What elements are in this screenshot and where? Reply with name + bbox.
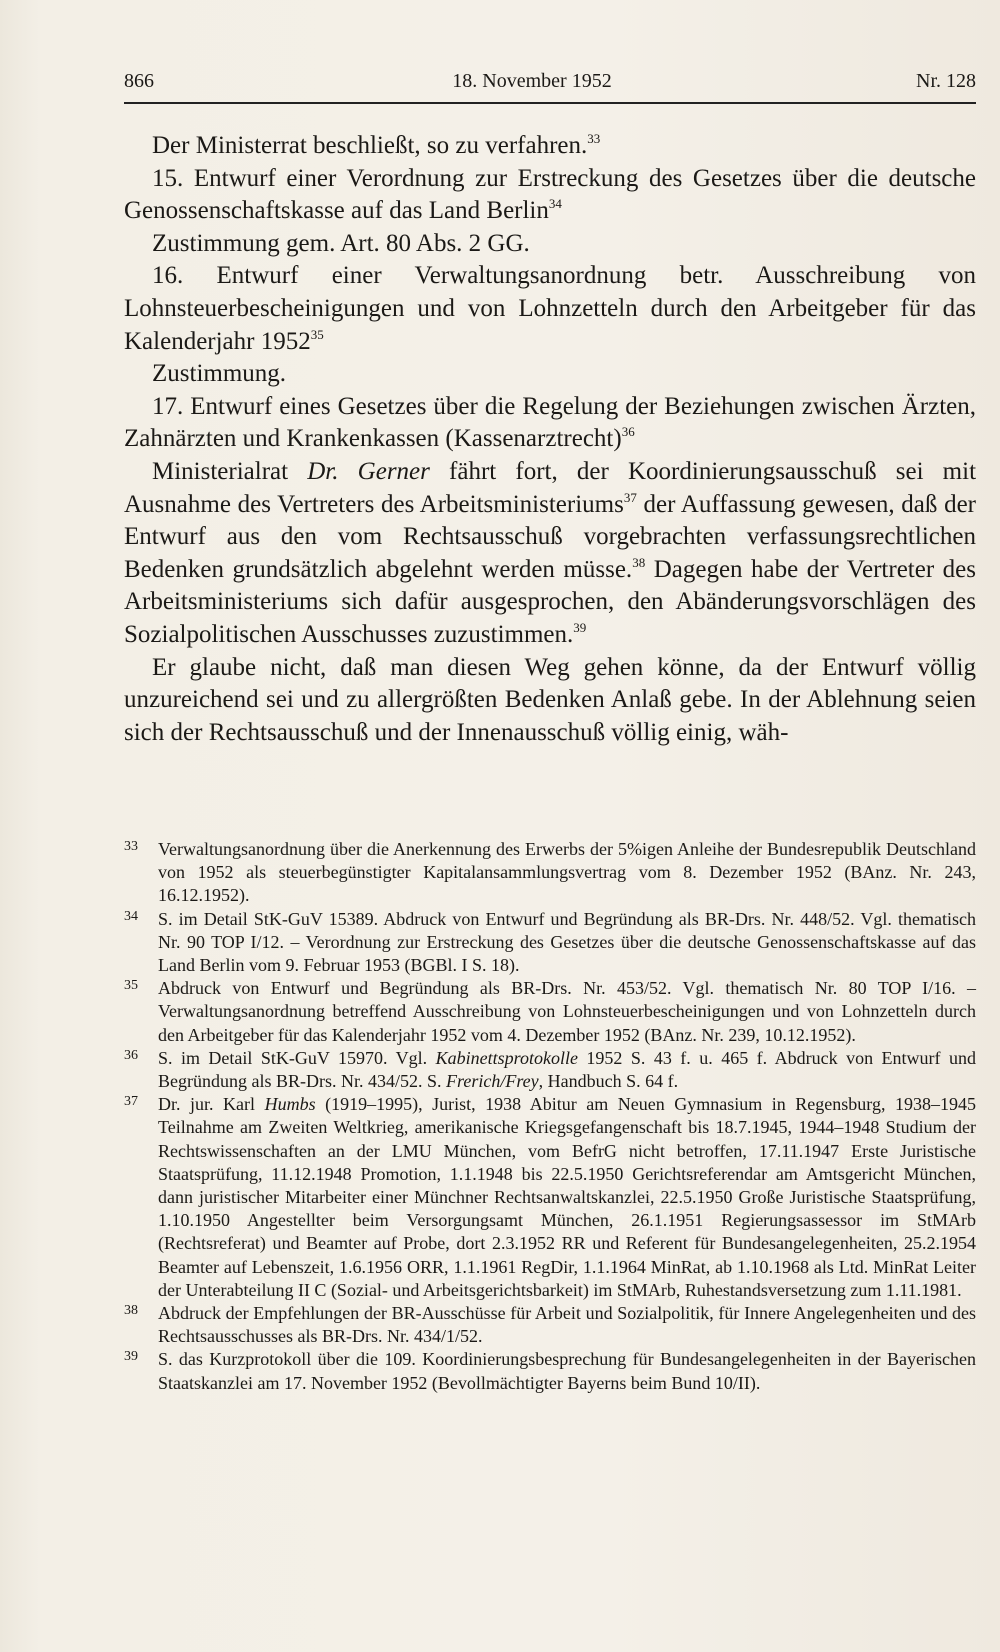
footnote-italic-title: Kabinettsprotokolle xyxy=(435,1047,578,1068)
footnote-ref-36: 36 xyxy=(621,424,635,440)
header-date: 18. November 1952 xyxy=(452,70,612,92)
para-part-c: der Auffassung gewesen, daß der Entwurf aus den vom Rechtsausschuß vorgebrachten verfassungsrechtlichen Bedenken grundsätzlich abgelehnt werden müsse. xyxy=(124,490,976,583)
footnote-number: 34 xyxy=(124,908,138,924)
footnote-text-part: 1952 S. 43 f. u. 465 f. Abdruck von Entwurf und Begründung als BR-Drs. Nr. 434/52. S. xyxy=(158,1047,976,1092)
agenda-item-15 xyxy=(124,163,976,228)
footnote-number: 35 xyxy=(124,978,138,994)
decision-text: Der Ministerrat beschließt, so zu verfahren. xyxy=(152,132,588,159)
agenda-item-16-title: 16. Entwurf einer Verwaltungsanordnung betr. Ausschreibung von Lohnsteuerbescheinigungen und von Lohnzetteln durch den Arbeitgeber für das Kalenderjahr 1952 xyxy=(124,262,976,355)
footnotes xyxy=(124,838,976,1395)
speaker-name: Dr. Gerner xyxy=(307,457,430,485)
footnote-italic-name: Humbs xyxy=(264,1094,316,1115)
agenda-item-15-result: Zustimmung gem. Art. 80 Abs. 2 GG. xyxy=(152,229,530,257)
footnote-text xyxy=(158,1093,976,1302)
footnote-number: 37 xyxy=(124,1094,138,1110)
running-header xyxy=(124,64,976,94)
footnote-text: S. das Kurzprotokoll über die 109. Koordinierungsbesprechung für Bundesangelegenheiten in der Bayerischen Staatskanzlei am 17. November 1952 (Bevollmächtigter Bayerns beim Bund 10/II). xyxy=(158,1349,976,1393)
agenda-item-17 xyxy=(124,391,976,456)
footnote-ref-34: 34 xyxy=(548,196,562,212)
agenda-item-16 xyxy=(124,260,976,358)
discussion-paragraph-2: Er glaube nicht, daß man diesen Weg gehen könne, da der Entwurf völlig unzureichend sei und zu allergrößten Bedenken Anlaß gebe. In der Ablehnung seien sich der Rechtsausschuß und der Innenausschuß völlig einig, wäh- xyxy=(124,653,976,746)
footnote-34 xyxy=(124,908,976,978)
main-text xyxy=(124,130,976,749)
footnote-35 xyxy=(124,977,976,1047)
footnote-ref-39: 39 xyxy=(573,619,587,635)
footnote-number: 38 xyxy=(124,1303,138,1319)
agenda-item-15-title: 15. Entwurf einer Verordnung zur Erstreckung des Gesetzes über die deutsche Genossenschaftskasse auf das Land Berlin xyxy=(124,164,976,225)
footnote-36 xyxy=(124,1047,976,1093)
footnote-text: Abdruck von Entwurf und Begründung als BR-Drs. Nr. 453/52. Vgl. thematisch Nr. 80 TOP I/16. – Verwaltungsanordnung betreffend Ausschreibung von Lohnsteuerbescheinigungen und von Lohnzetteln durch den Arbeitgeber für das Kalenderjahr 1952 vom 4. Dezember 1952 (BAnz. Nr. 239, 10.12.1952). xyxy=(158,978,976,1045)
agenda-item-17-title: 17. Entwurf eines Gesetzes über die Regelung der Beziehungen zwischen Ärzten, Zahnärzten und Krankenkassen (Kassenarztrecht) xyxy=(124,392,976,453)
agenda-item-16-result: Zustimmung. xyxy=(152,360,287,388)
footnote-ref-33: 33 xyxy=(587,131,601,146)
footnote-ref-37: 37 xyxy=(623,489,637,505)
footnote-text-part: S. im Detail StK-GuV 15970. Vgl. xyxy=(158,1047,436,1068)
page-number: 866 xyxy=(124,70,154,92)
footnote-ref-35: 35 xyxy=(310,326,324,342)
footnote-number: 36 xyxy=(124,1047,138,1063)
footnote-38 xyxy=(124,1302,976,1348)
para-part-a: Ministerialrat xyxy=(152,457,308,485)
footnote-text: S. im Detail StK-GuV 15389. Abdruck von Entwurf und Begründung als BR-Drs. Nr. 448/52. Vgl. thematisch Nr. 90 TOP I/12. – Verordnung zur Erstreckung des Gesetzes über die deutsche Genossenschaftskasse auf das Land Berlin vom 9. Februar 1953 (BGBl. I S. 18). xyxy=(158,908,976,976)
footnote-37 xyxy=(124,1093,976,1302)
footnote-text-part: (1919–1995), Jurist, 1938 Abitur am Neuen Gymnasium in Regensburg, 1938–1945 Teilnahme am Zweiten Weltkrieg, amerikanische Kriegsgefangenschaft bis 18.7.1945, 1944–1948 Studium der Rechtswissenschaften an der LMU München, vom BefrG nicht betroffen, 17.11.1947 Erste Juristische Staatsprüfung, 11.12.1948 Promotion, 1.1.1948 bis 22.5.1950 Gerichtsreferendar am Amtsgericht München, dann juristischer Mitarbeiter einer Münchner Rechtsanwaltskanzlei, 22.5.1950 Große Juristische Staatsprüfung, 1.10.1950 Angestellter beim Versorgungsamt München, 26.1.1951 Regierungsassessor im StMArb (Rechtsreferat) und Beamter auf Probe, dort 2.3.1952 RR und Referent für Bundesangelegenheiten, 25.2.1954 Beamter auf Lebenszeit, 1.6.1956 ORR, 1.1.1961 RegDir, 1.1.1964 MinRat, ab 1.10.1968 als Ltd. MinRat Leiter der Unterabteilung II C (Sozial- und Arbeitsgerichtsbarkeit) im StMArb, Ruhestandsversetzung zum 1.11.1981. xyxy=(158,1094,976,1300)
para-part-b: fährt fort, der Koordinierungsausschuß sei mit Ausnahme des Vertreters des Arbeitsministeriums xyxy=(124,457,977,518)
footnote-text-part: , Handbuch S. 64 f. xyxy=(538,1071,679,1092)
decision-line xyxy=(124,130,976,163)
header-issue-number: Nr. 128 xyxy=(916,70,976,92)
discussion-paragraph xyxy=(124,456,976,652)
footnote-33 xyxy=(124,838,976,908)
footnote-text-part: Dr. jur. Karl xyxy=(158,1094,265,1115)
footnote-ref-38: 38 xyxy=(632,554,646,570)
footnote-39 xyxy=(124,1348,976,1394)
footnote-text: Verwaltungsanordnung über die Anerkennung des Erwerbs der 5%igen Anleihe der Bundesrepublik Deutschland von 1952 als steuerbegünstigter Kapitalansammlungsvertrag vom 8. Dezember 1952 (BAnz. Nr. 243, 16.12.1952). xyxy=(158,839,976,906)
footnote-text: Abdruck der Empfehlungen der BR-Ausschüsse für Arbeit und Sozialpolitik, für Innere Angelegenheiten und des Rechtsausschusses als BR-Drs. Nr. 434/1/52. xyxy=(158,1303,976,1347)
footnote-italic-author: Frerich/Frey xyxy=(446,1071,539,1092)
footnote-number: 33 xyxy=(124,839,138,854)
footnote-text xyxy=(158,1047,976,1093)
header-rule xyxy=(124,102,976,104)
footnote-number: 39 xyxy=(124,1349,138,1365)
para-part-d: Dagegen habe der Vertreter des Arbeitsministeriums sich dafür ausgesprochen, den Abänderungsvorschlägen des Sozialpolitischen Ausschusses zuzustimmen. xyxy=(124,555,976,648)
